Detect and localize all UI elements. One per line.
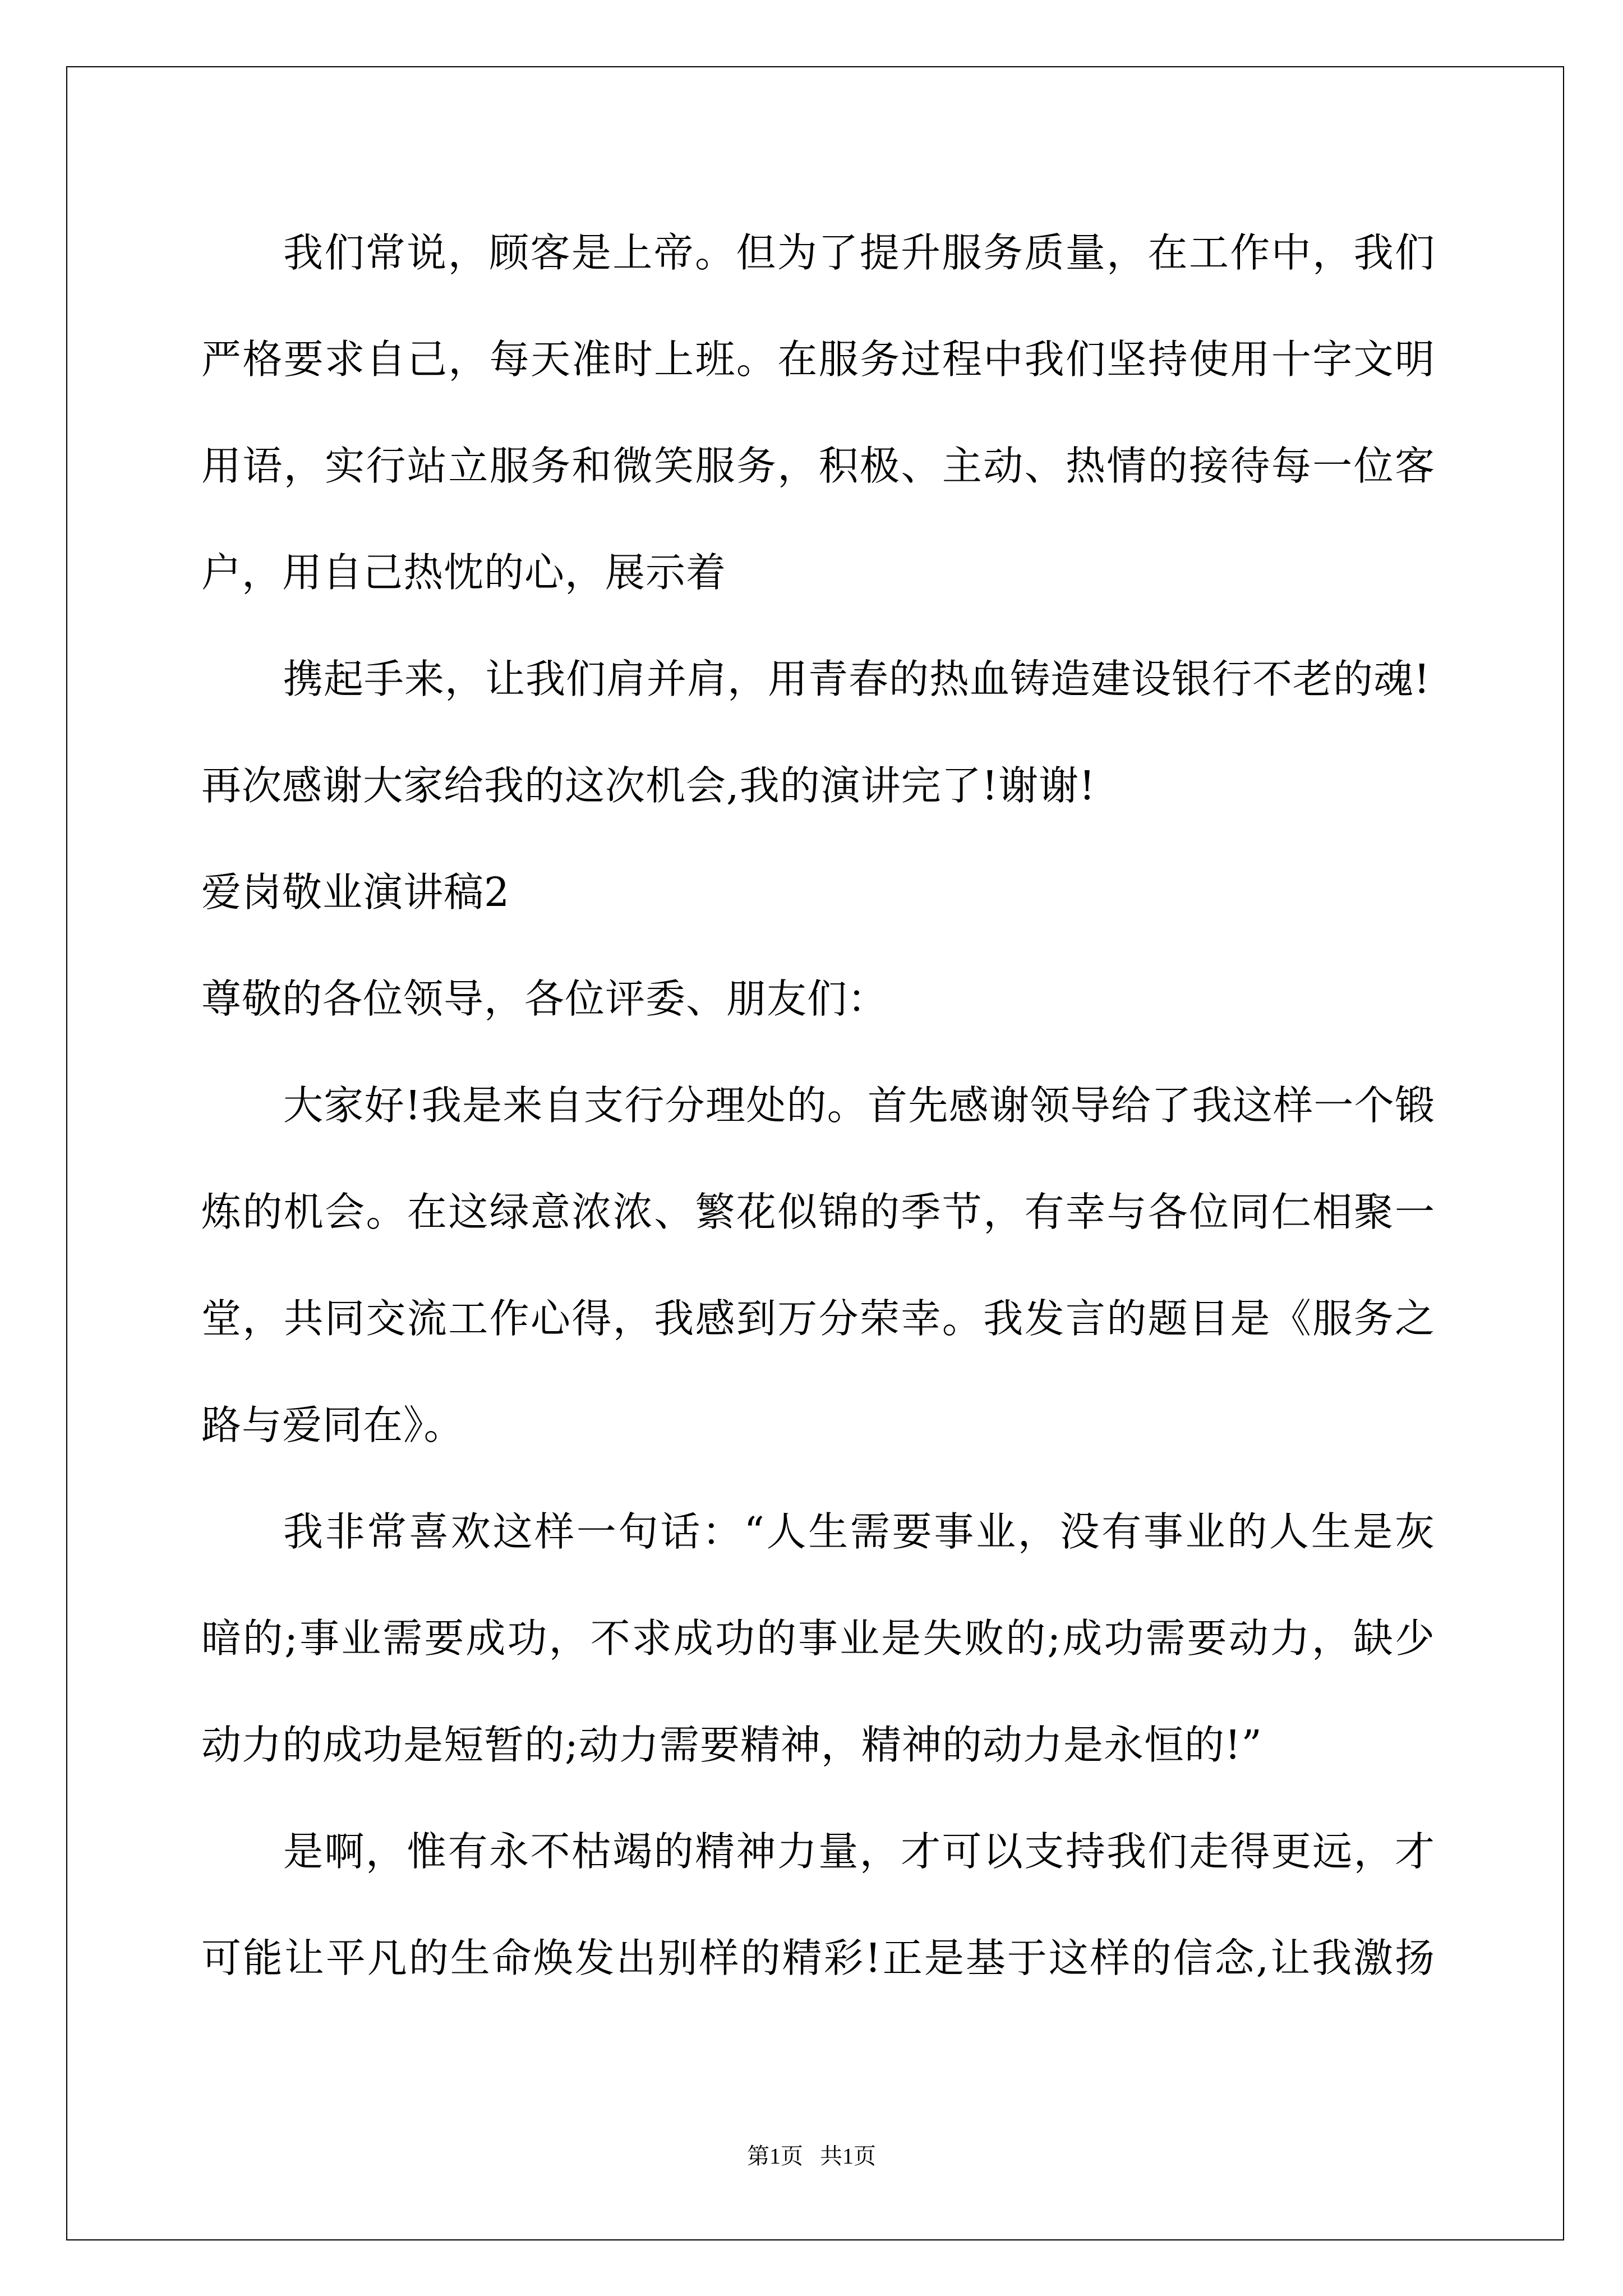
document-body bbox=[201, 200, 1435, 2012]
paragraph-line: 堂，共同交流工作心得，我感到万分荣幸。我发言的题目是《服务之 bbox=[201, 1295, 1435, 1342]
paragraph bbox=[201, 200, 1435, 626]
paragraph-line: 路与爱同在》。 bbox=[201, 1402, 464, 1448]
paragraph-line: 动力的成功是短暂的;动力需要精神，精神的动力是永恒的!” bbox=[201, 1722, 1262, 1768]
paragraph-line: 户，用自己热忱的心，展示着 bbox=[201, 549, 727, 596]
paragraph-line: 我非常喜欢这样一句话：“人生需要事业，没有事业的人生是灰 bbox=[283, 1508, 1435, 1555]
paragraph-line: 严格要求自己，每天准时上班。在服务过程中我们坚持使用十字文明 bbox=[201, 336, 1435, 383]
paragraph bbox=[201, 626, 1435, 839]
document-heading: 爱岗敬业演讲稿2 bbox=[201, 869, 510, 915]
paragraph-line: 炼的机会。在这绿意浓浓、繁花似锦的季节，有幸与各位同仁相聚一 bbox=[201, 1189, 1435, 1235]
paragraph-line: 暗的;事业需要成功，不求成功的事业是失败的;成功需要动力，缺少 bbox=[201, 1615, 1435, 1662]
paragraph bbox=[201, 1052, 1435, 1479]
paragraph bbox=[201, 1479, 1435, 1798]
paragraph-line: 用语，实行站立服务和微笑服务，积极、主动、热情的接待每一位客 bbox=[201, 443, 1435, 489]
paragraph-line: 携起手来，让我们肩并肩，用青春的热血铸造建设银行不老的魂! bbox=[283, 656, 1431, 702]
salutation: 尊敬的各位领导，各位评委、朋友们： bbox=[201, 976, 888, 1022]
paragraph-line: 可能让平凡的生命焕发出别样的精彩!正是基于这样的信念,让我激扬 bbox=[201, 1935, 1435, 1981]
paragraph-line: 再次感谢大家给我的这次机会,我的演讲完了!谢谢! bbox=[201, 762, 1096, 809]
paragraph-line: 大家好!我是来自支行分理处的。首先感谢领导给了我这样一个锻 bbox=[283, 1082, 1435, 1129]
paragraph-line: 我们常说，顾客是上帝。但为了提升服务质量，在工作中，我们 bbox=[283, 229, 1435, 276]
paragraph-line: 是啊，惟有永不枯竭的精神力量，才可以支持我们走得更远，才 bbox=[283, 1828, 1435, 1875]
paragraph bbox=[201, 1798, 1435, 2012]
page-footer: 第1页 共1页 bbox=[747, 2143, 876, 2169]
